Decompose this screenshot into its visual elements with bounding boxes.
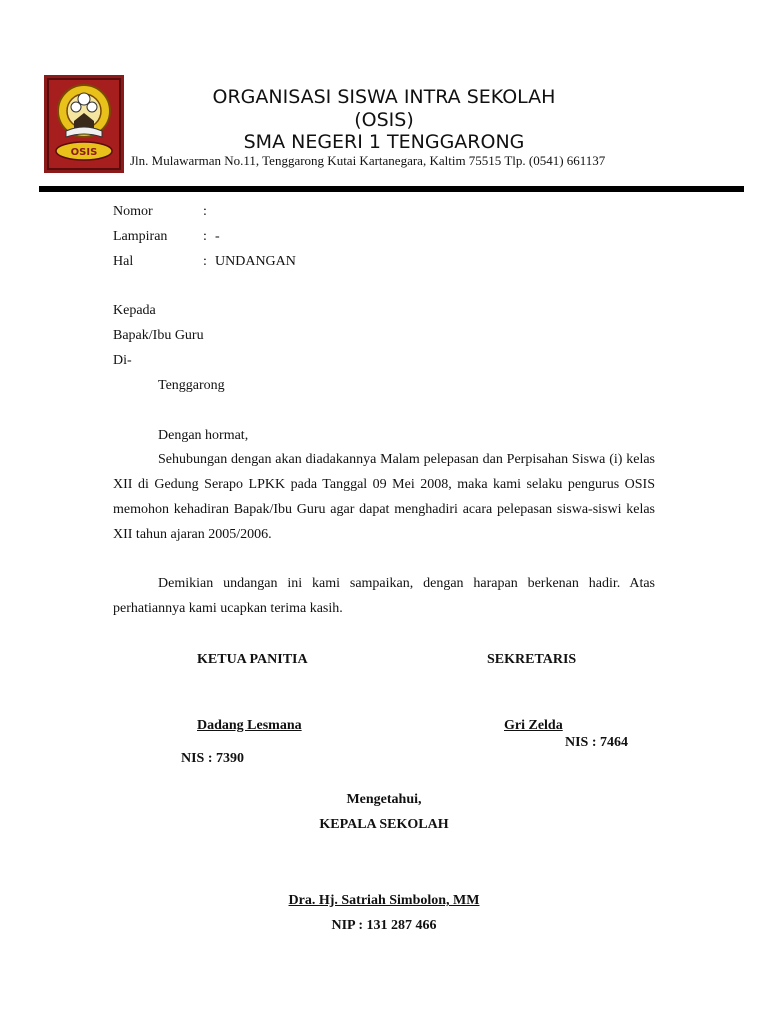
chair-title: KETUA PANITIA: [197, 652, 308, 667]
secretary-title: SEKRETARIS: [487, 652, 577, 667]
headmaster-nip: NIP : 131 287 466: [331, 918, 437, 933]
org-abbrev: (OSIS): [354, 109, 414, 131]
chair-nis: NIS : 7390: [181, 751, 245, 766]
headmaster-title: KEPALA SEKOLAH: [319, 817, 449, 832]
recipient-di: Di-: [113, 353, 132, 368]
nomor-label: Nomor: [113, 204, 153, 219]
lampiran-label: Lampiran: [113, 229, 168, 244]
nomor-sep: :: [203, 204, 207, 219]
hal-sep: :: [203, 254, 207, 269]
hal-value: UNDANGAN: [215, 254, 296, 269]
recipient-city: Tenggarong: [158, 378, 225, 393]
school-address: Jln. Mulawarman No.11, Tenggarong Kutai Kartanegara, Kaltim 75515 Tlp. (0541) 661137: [130, 153, 606, 168]
acknowledge-label: Mengetahui,: [346, 792, 422, 807]
logo-text: OSIS: [70, 147, 98, 158]
secretary-nis: NIS : 7464: [565, 735, 629, 750]
lampiran-value: -: [215, 229, 220, 244]
body-paragraph-2: Demikian undangan ini kami sampaikan, dengan harapan berkenan hadir. Atas perhatiannya kami ucapkan terima kasih.: [113, 576, 655, 616]
body-paragraph-1: Sehubungan dengan akan diadakannya Malam pelepasan dan Perpisahan Siswa (i) kelas XII di Gedung Serapo LPKK pada Tanggal 09 Mei 2008, maka kami selaku pengurus OSIS memohon kehadiran Bapak/Ibu Guru agar dapat menghadiri acara pelepasan siswa-siswi kelas XII tahun ajaran 2005/2006.: [113, 452, 655, 542]
headmaster-name: [254, 892, 514, 910]
osis-logo: [44, 75, 124, 173]
org-name: ORGANISASI SISWA INTRA SEKOLAH: [212, 86, 556, 108]
greeting: Dengan hormat,: [158, 428, 249, 443]
hal-label: Hal: [113, 254, 134, 269]
secretary-name: Gri Zelda: [504, 718, 563, 733]
headmaster-name-text: Dra. Hj. Satriah Simbolon, MM: [288, 893, 480, 908]
header-divider: [39, 186, 744, 192]
lampiran-sep: :: [203, 229, 207, 244]
recipient-name: Bapak/Ibu Guru: [113, 328, 204, 343]
school-name: SMA NEGERI 1 TENGGARONG: [243, 131, 525, 153]
recipient-kepada: Kepada: [113, 303, 156, 318]
chair-name: Dadang Lesmana: [197, 718, 302, 733]
